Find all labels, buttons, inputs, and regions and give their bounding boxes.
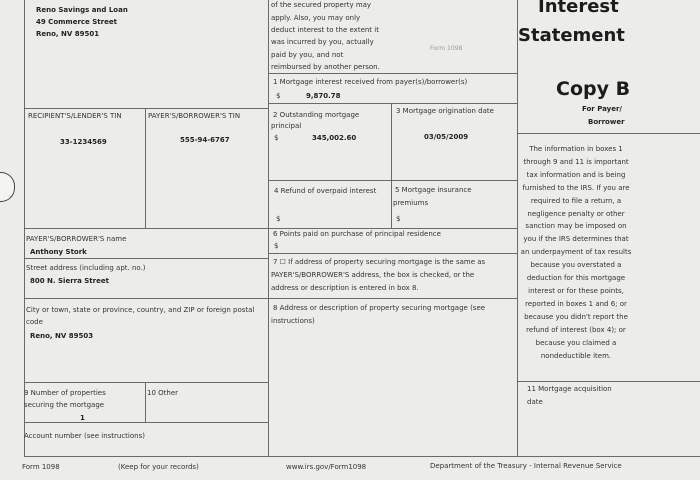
box6-label: 6 Points paid on purchase of principal residence — [273, 230, 441, 238]
box8-label-2: instructions) — [271, 317, 315, 325]
divider-v-box3 — [391, 103, 392, 180]
footer-department: Department of the Treasury - Internal Revenue Service — [430, 462, 622, 470]
divider-h-lender — [24, 108, 268, 109]
payer-tin-label: PAYER'S/BORROWER'S TIN — [148, 112, 241, 120]
copy-b-title: Copy B — [556, 78, 631, 100]
notice-line-5: paid by you, and not — [271, 51, 344, 59]
street-value: 800 N. Sierra Street — [30, 277, 109, 285]
box6-dollar: $ — [274, 242, 279, 250]
divider-h-box1 — [268, 103, 517, 104]
box5-label-2: premiums — [393, 199, 429, 207]
divider-v-box10 — [145, 382, 146, 422]
box3-value: 03/05/2009 — [424, 133, 469, 141]
box7-label-3: address or description is entered in box 8. — [271, 284, 419, 292]
title-statement: Statement — [518, 25, 625, 46]
divider-h-copyb — [517, 133, 700, 134]
copy-b-sub-2: Borrower — [588, 118, 625, 126]
divider-h-box11 — [517, 381, 700, 382]
street-label: Street address (including apt. no.) — [26, 264, 146, 272]
box2-label-2: principal — [271, 122, 302, 130]
city-value: Reno, NV 89503 — [30, 332, 94, 340]
box2-dollar: $ — [274, 134, 279, 142]
box5-label-1: 5 Mortgage insurance — [395, 186, 472, 194]
lender-street: 49 Commerce Street — [36, 18, 117, 26]
divider-h-box4 — [268, 228, 517, 229]
box5-dollar: $ — [396, 215, 401, 223]
box9-label-2: securing the mortgage — [24, 401, 105, 409]
box3-label: 3 Mortgage origination date — [396, 107, 494, 115]
payer-name-label: PAYER'S/BORROWER'S name — [26, 235, 127, 243]
box8-label-1: 8 Address or description of property securing mortgage (see — [273, 304, 486, 312]
divider-h-box9 — [24, 382, 268, 383]
box4-label: 4 Refund of overpaid interest — [274, 187, 377, 195]
payer-tin-value: 555-94-6767 — [180, 136, 230, 144]
box10-label: 10 Other — [147, 389, 179, 397]
divider-v-tin — [145, 108, 146, 228]
divider-h-box6 — [268, 253, 517, 254]
notice-line-1: of the secured property may — [271, 1, 372, 9]
lender-city: Reno, NV 89501 — [36, 30, 100, 38]
box2-label-1: 2 Outstanding mortgage — [273, 111, 360, 119]
notice-line-2: apply. Also, you may only — [271, 14, 361, 22]
divider-h-name — [24, 228, 268, 229]
box1-value: 9,870.78 — [306, 92, 341, 100]
notice-line-6: reimbursed by another person. — [271, 63, 380, 71]
divider-h-account — [24, 422, 268, 423]
divider-h-city — [24, 298, 518, 299]
box4-dollar: $ — [276, 215, 281, 223]
recipient-tin-label: RECIPIENT'S/LENDER'S TIN — [28, 112, 122, 120]
tax-information-notice: The information in boxes 1 through 9 and 11 is important tax information and is being furnished to the IRS. If you are required to file a return, a negligence penalty or other sanction may be imposed on you if the IRS determines that an underpayment of tax results because you overstated a deduction for this mortgage interest or for these points, reported in boxes 1 and 6; or because you didn't report the refund of interest (box 4); or because you claimed a nondeductible item. — [520, 145, 632, 360]
lender-name: Reno Savings and Loan — [36, 6, 128, 14]
copy-b-sub-1: For Payer/ — [582, 105, 622, 113]
title-interest: Interest — [538, 0, 619, 17]
box11-label-1: 11 Mortgage acquisition — [527, 385, 612, 393]
divider-h-box2 — [268, 180, 517, 181]
recipient-tin-value: 33-1234569 — [60, 138, 107, 146]
box1-label: 1 Mortgage interest received from payer(s)/borrower(s) — [273, 78, 468, 86]
account-number-label: Account number (see instructions) — [24, 432, 145, 440]
box11-label-2: date — [527, 398, 543, 406]
footer-url: www.irs.gov/Form1098 — [286, 463, 367, 471]
divider-h-bottom — [24, 456, 700, 457]
city-label-1: City or town, state or province, country, and ZIP or foreign postal — [26, 306, 255, 314]
footer-form-number: Form 1098 — [22, 463, 60, 471]
box9-label-1: 9 Number of properties — [24, 389, 106, 397]
box7-label-2: PAYER'S/BORROWER'S address, the box is checked, or the — [271, 271, 475, 279]
viewer-side-handle[interactable] — [0, 172, 15, 202]
divider-v-box5 — [391, 180, 392, 228]
notice-line-4: was incurred by you, actually — [271, 38, 374, 46]
box7-label-1: 7 ☐ If address of property securing mortgage is the same as — [273, 258, 486, 266]
notice-line-3: deduct interest to the extent it — [271, 26, 379, 34]
box9-value: 1 — [80, 414, 85, 422]
city-label-2: code — [26, 318, 43, 326]
form-mark: Form 1098 — [430, 45, 463, 52]
divider-h-top-notice — [268, 73, 517, 74]
divider-h-street — [24, 258, 268, 259]
box2-value: 345,002.60 — [312, 134, 357, 142]
box1-dollar: $ — [276, 92, 281, 100]
footer-keep-note: (Keep for your records) — [118, 463, 199, 471]
payer-name-value: Anthony Stork — [30, 248, 87, 256]
